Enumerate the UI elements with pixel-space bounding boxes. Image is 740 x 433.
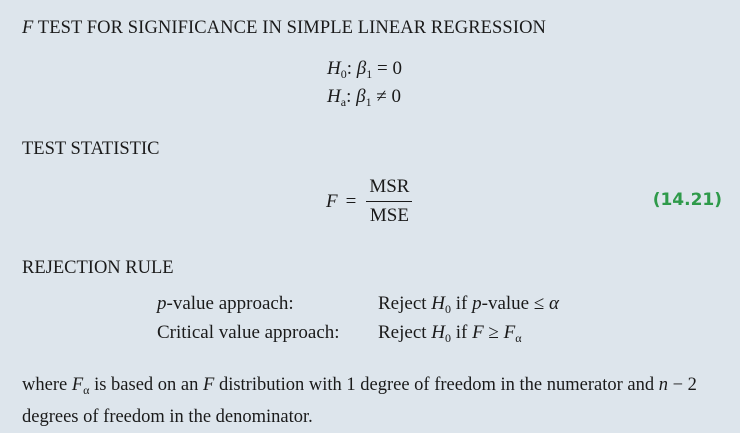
p-italic: p [472, 293, 482, 314]
ge-sign: ≥ [483, 322, 504, 343]
h-symbol: H [431, 293, 446, 314]
h0-beta-subscript: 1 [366, 67, 373, 81]
f-statistic-formula [326, 176, 412, 227]
if-text: if [451, 322, 473, 343]
f-alpha-symbol: F [503, 322, 516, 343]
f-symbol: F [472, 322, 484, 343]
reject-text: Reject [378, 293, 432, 314]
alpha-subscript: α [515, 331, 522, 345]
h-subscript: 0 [445, 331, 452, 345]
alternative-hypothesis: $H_a$: $\beta_1 \ne 0$ [327, 86, 401, 109]
pvalue-label-text: -value approach: [166, 293, 294, 314]
critical-value-approach-label: Critical value approach: [157, 322, 340, 343]
alpha-subscript: α [83, 383, 90, 397]
h-subscript: 0 [445, 302, 452, 316]
rejection-rule-heading: REJECTION RULE [22, 258, 174, 278]
reject-text: Reject [378, 322, 432, 343]
p-italic: p [157, 293, 167, 314]
test-statistic-heading: TEST STATISTIC [22, 139, 160, 159]
f-lhs: F [326, 190, 338, 212]
ha-beta-subscript: 1 [365, 95, 372, 109]
footnote [22, 372, 737, 431]
note-text: distribution with 1 degree of freedom in the numerator and [214, 375, 659, 395]
h0-relation: = 0 [372, 58, 402, 79]
alpha-symbol: α [549, 293, 560, 314]
title-f: F [22, 18, 34, 38]
equals-sign: = [345, 190, 357, 212]
pvalue-rule [378, 293, 559, 317]
critical-value-rule [378, 322, 522, 346]
if-text: if [451, 293, 473, 314]
condition-text: -value ≤ [481, 293, 550, 314]
ha-symbol: H [327, 86, 341, 107]
fraction [366, 176, 412, 227]
h0-subscript: 0 [340, 67, 347, 81]
h0-beta: β [356, 58, 367, 79]
n-symbol: n [658, 375, 668, 395]
note-text: is based on an [89, 375, 203, 395]
h-symbol: H [431, 322, 446, 343]
numerator: MSR [366, 176, 412, 202]
f-symbol: F [203, 375, 215, 395]
title-text: TEST FOR SIGNIFICANCE IN SIMPLE LINEAR REGRESSION [33, 18, 546, 38]
h0-symbol: H [327, 58, 341, 79]
denominator: MSE [369, 205, 409, 226]
note-text: − 2 degrees of freedom in the denominator. [22, 375, 697, 427]
null-hypothesis: $H_0$: $\beta_1 = 0$ [327, 58, 402, 81]
ha-subscript: a [340, 95, 347, 109]
f-symbol: F [71, 375, 84, 395]
ha-beta: β [356, 86, 366, 107]
note-text: where [22, 375, 72, 395]
equation-number: (14.21) [652, 190, 722, 210]
ha-relation: ≠ 0 [371, 86, 401, 107]
box-title [22, 18, 546, 39]
pvalue-approach-label [157, 293, 294, 315]
